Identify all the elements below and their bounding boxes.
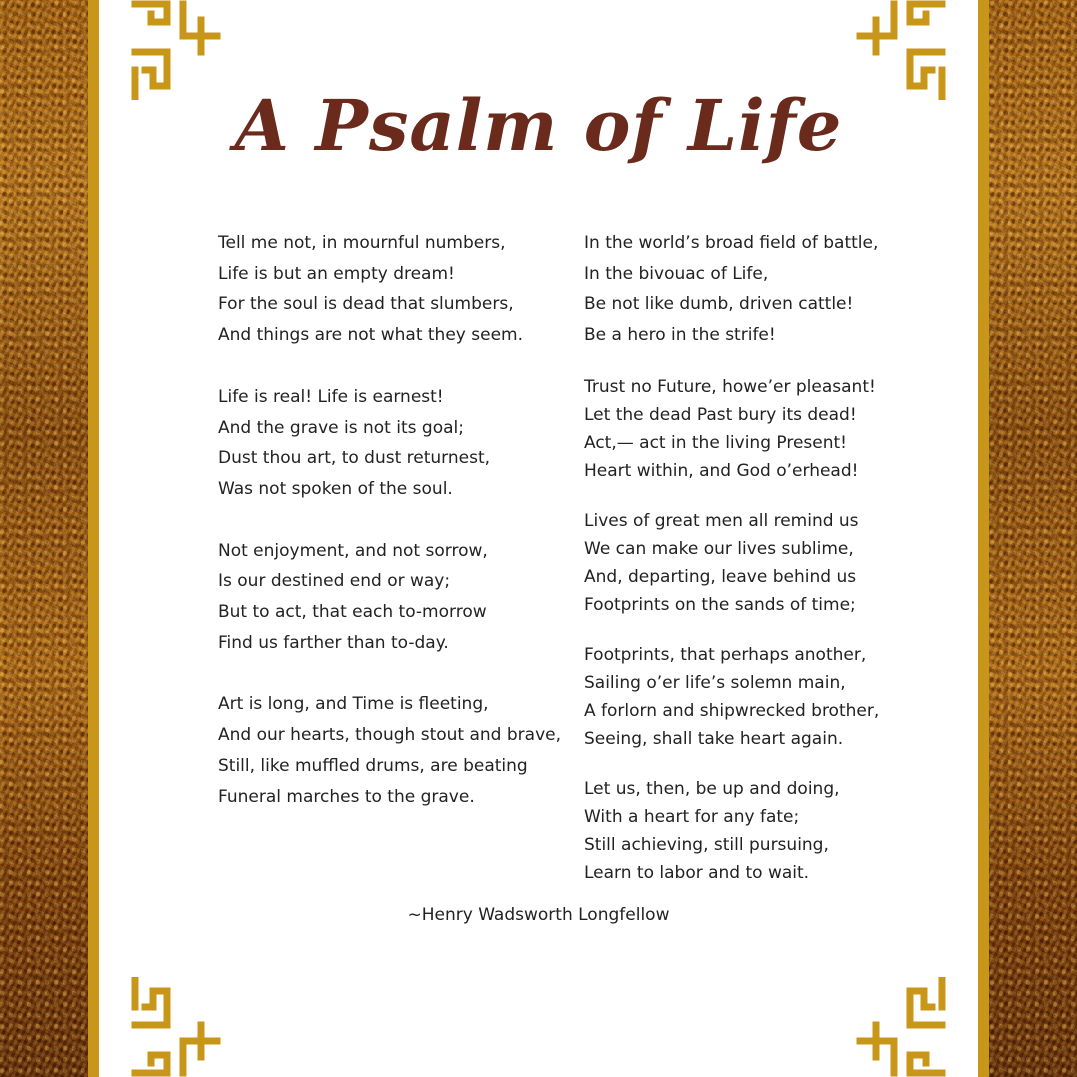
poem-line: Lives of great men all remind us (584, 510, 859, 531)
poem-line: Tell me not, in mournful numbers, (218, 233, 506, 253)
poem-line: And, departing, leave behind us (584, 566, 857, 587)
poem-line: And things are not what they seem. (218, 325, 523, 346)
leather-border-right (989, 0, 1077, 1077)
poem-page (99, 0, 978, 1077)
poem-line: Trust no Future, howe’er pleasant! (584, 376, 876, 397)
poem-line: Sailing o’er life’s solemn main, (584, 672, 846, 693)
poem-line: Still, like muffled drums, are beating (218, 755, 528, 776)
poem-line: Life is real! Life is earnest! (218, 386, 444, 407)
poem-line: Art is long, and Time is fleeting, (218, 694, 489, 715)
stanza (584, 775, 914, 887)
poem-line: And our hearts, though stout and brave, (218, 725, 561, 746)
stanza (218, 689, 578, 812)
stanza (218, 228, 578, 351)
poem-line: Find us farther than to-day. (218, 632, 449, 653)
author-attribution: ~Henry Wadsworth Longfellow (407, 905, 670, 925)
corner-ornament-icon (846, 977, 946, 1077)
stanza (584, 373, 914, 485)
fret-ornament-icon (846, 977, 946, 1077)
poem-title: A Psalm of Life (234, 84, 843, 167)
poem-line: For the soul is dead that slumbers, (218, 294, 514, 315)
poem-line: Be not like dumb, driven cattle! (584, 294, 854, 315)
poem-line: Not enjoyment, and not sorrow, (218, 540, 488, 561)
corner-ornament-icon (131, 977, 231, 1077)
poem-line: Dust thou art, to dust returnest, (218, 448, 491, 469)
left-column (218, 228, 578, 843)
right-column (584, 228, 914, 909)
poem-line: But to act, that each to-morrow (218, 602, 487, 623)
poem-line: Heart within, and God o’erhead! (584, 460, 859, 481)
poem-line: Still achieving, still pursuing, (584, 834, 829, 855)
poem-line: Seeing, shall take heart again. (584, 728, 844, 749)
poem-line: In the world’s broad field of battle, (584, 233, 879, 253)
poem-line: With a heart for any fate; (584, 806, 800, 827)
stanza (584, 641, 914, 753)
fret-ornament-icon (131, 977, 231, 1077)
poem-line: Footprints, that perhaps another, (584, 644, 867, 665)
poem-line: Was not spoken of the soul. (218, 478, 453, 499)
poem-line: Learn to labor and to wait. (584, 862, 810, 883)
stanza (584, 507, 914, 619)
poem-line: And the grave is not its goal; (218, 417, 464, 438)
poem-line: Is our destined end or way; (218, 571, 451, 592)
poem-line: A forlorn and shipwrecked brother, (584, 700, 880, 721)
poem-line: Act,— act in the living Present! (584, 432, 847, 453)
poem-line: Funeral marches to the grave. (218, 786, 475, 807)
leather-border-left (0, 0, 88, 1077)
stanza (218, 382, 578, 505)
poem-line: We can make our lives sublime, (584, 538, 854, 559)
poem-line: Let the dead Past bury its dead! (584, 404, 857, 425)
stanza (584, 228, 914, 351)
poem-line: Life is but an empty dream! (218, 263, 455, 284)
poem-line: Let us, then, be up and doing, (584, 778, 840, 799)
gold-frame (88, 0, 989, 1077)
poem-line: Be a hero in the strife! (584, 325, 776, 346)
stanza (218, 536, 578, 659)
poem-line: Footprints on the sands of time; (584, 594, 856, 615)
poem-line: In the bivouac of Life, (584, 263, 769, 284)
